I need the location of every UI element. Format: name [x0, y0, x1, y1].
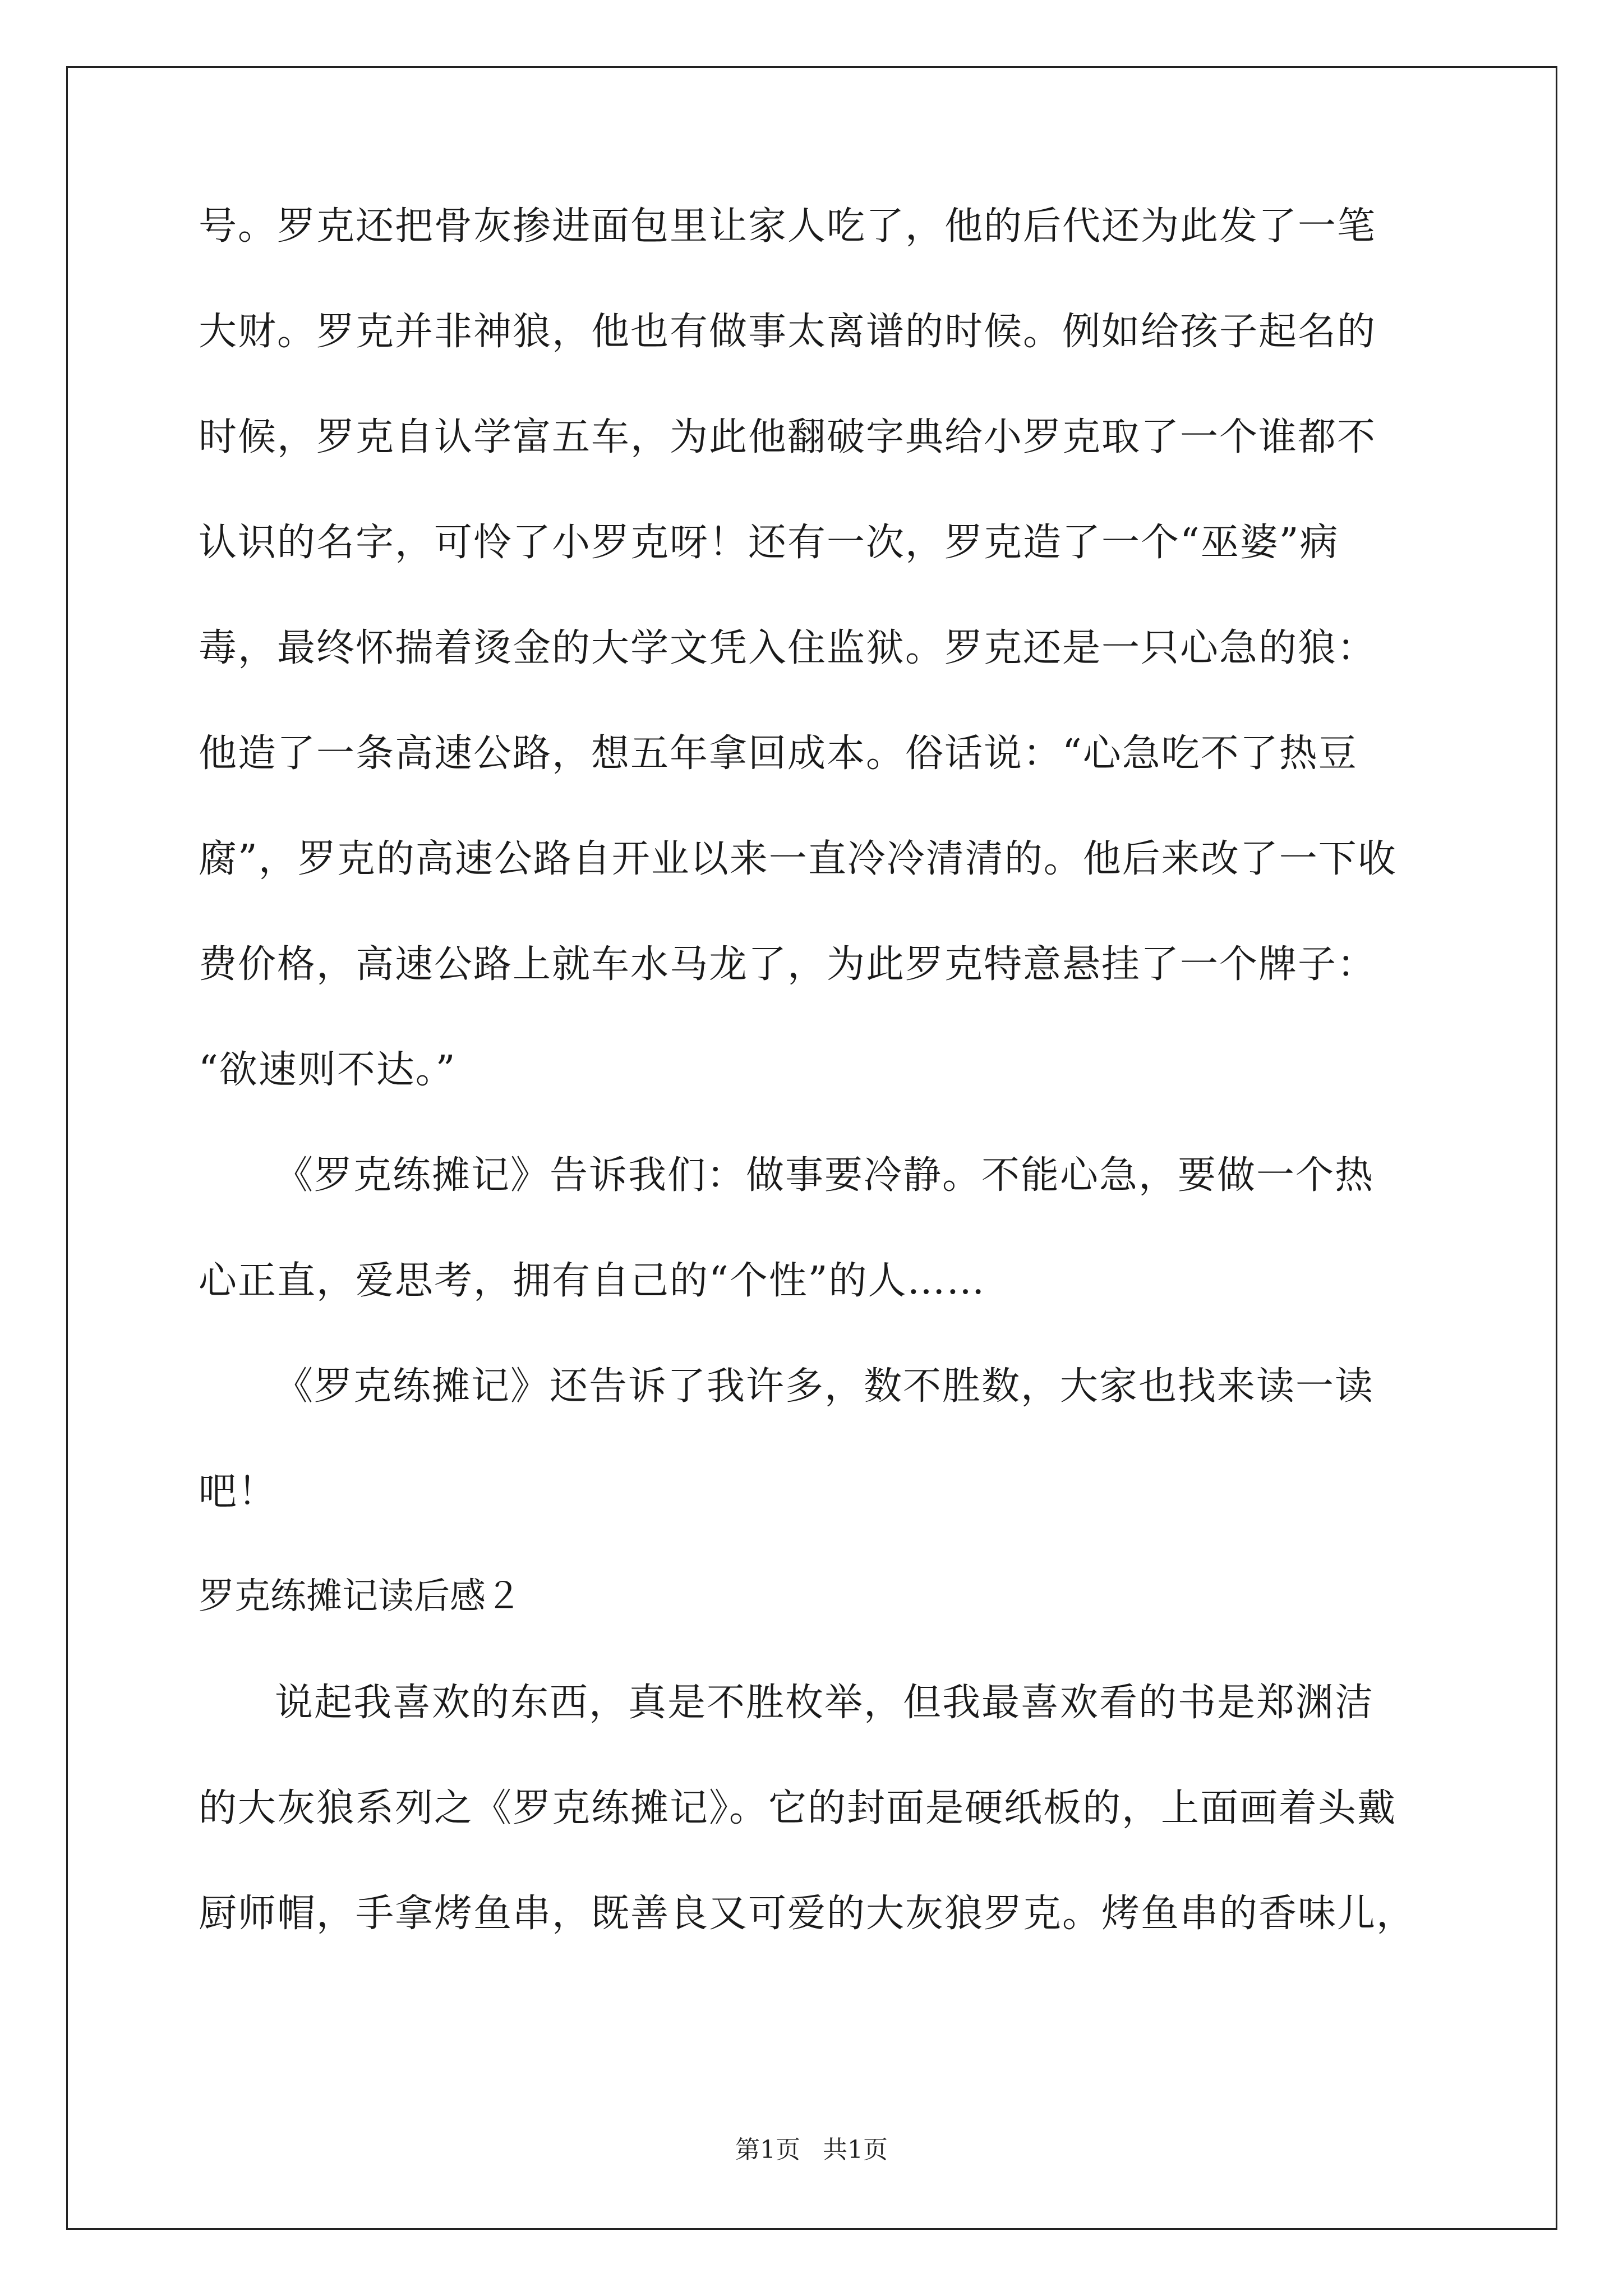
- page-number: 第1页: [735, 2136, 800, 2164]
- section-heading: 罗克练摊记读后感２: [199, 1576, 522, 1617]
- paragraph-line: 的大灰狼系列之《罗克练摊记》。它的封面是硬纸板的，上面画着头戴: [199, 1786, 1397, 1830]
- paragraph-line: 认识的名字，可怜了小罗克呀！还有一次，罗克造了一个“巫婆”病: [199, 521, 1339, 565]
- page-total: 共1页: [823, 2136, 888, 2164]
- paragraph-line: 心正直，爱思考，拥有自己的“个性”的人……: [199, 1259, 986, 1303]
- paragraph-line: 大财。罗克并非神狼，他也有做事太离谱的时候。例如给孩子起名的: [199, 310, 1377, 354]
- paragraph-line: 毒，最终怀揣着烫金的大学文凭入住监狱。罗克还是一只心急的狼：: [199, 626, 1377, 670]
- paragraph-line: 厨师帽，手拿烤鱼串，既善良又可爱的大灰狼罗克。烤鱼串的香味儿，: [199, 1892, 1416, 1936]
- paragraph-line: 吧！: [199, 1470, 278, 1514]
- paragraph-line: 说起我喜欢的东西，真是不胜枚举，但我最喜欢看的书是郑渊洁: [275, 1681, 1375, 1725]
- document-body: [199, 204, 1432, 2000]
- paragraph-line: 费价格，高速公路上就车水马龙了，为此罗克特意悬挂了一个牌子：: [199, 942, 1377, 987]
- paragraph-line: 他造了一条高速公路，想五年拿回成本。俗话说：“心急吃不了热豆: [199, 731, 1358, 776]
- paragraph-line: 《罗克练摊记》告诉我们：做事要冷静。不能心急，要做一个热: [275, 1153, 1375, 1198]
- paragraph-line: “欲速则不达。”: [199, 1048, 457, 1092]
- paragraph-line: 《罗克练摊记》还告诉了我许多，数不胜数，大家也找来读一读: [275, 1364, 1375, 1409]
- paragraph-line: 腐”，罗克的高速公路自开业以来一直冷冷清清的。他后来改了一下收: [199, 837, 1397, 881]
- paragraph-line: 号。罗克还把骨灰掺进面包里让家人吃了，他的后代还为此发了一笔: [199, 204, 1377, 249]
- paragraph-line: 时候，罗克自认学富五车，为此他翻破字典给小罗克取了一个谁都不: [199, 415, 1377, 459]
- page-footer: [0, 2129, 1623, 2165]
